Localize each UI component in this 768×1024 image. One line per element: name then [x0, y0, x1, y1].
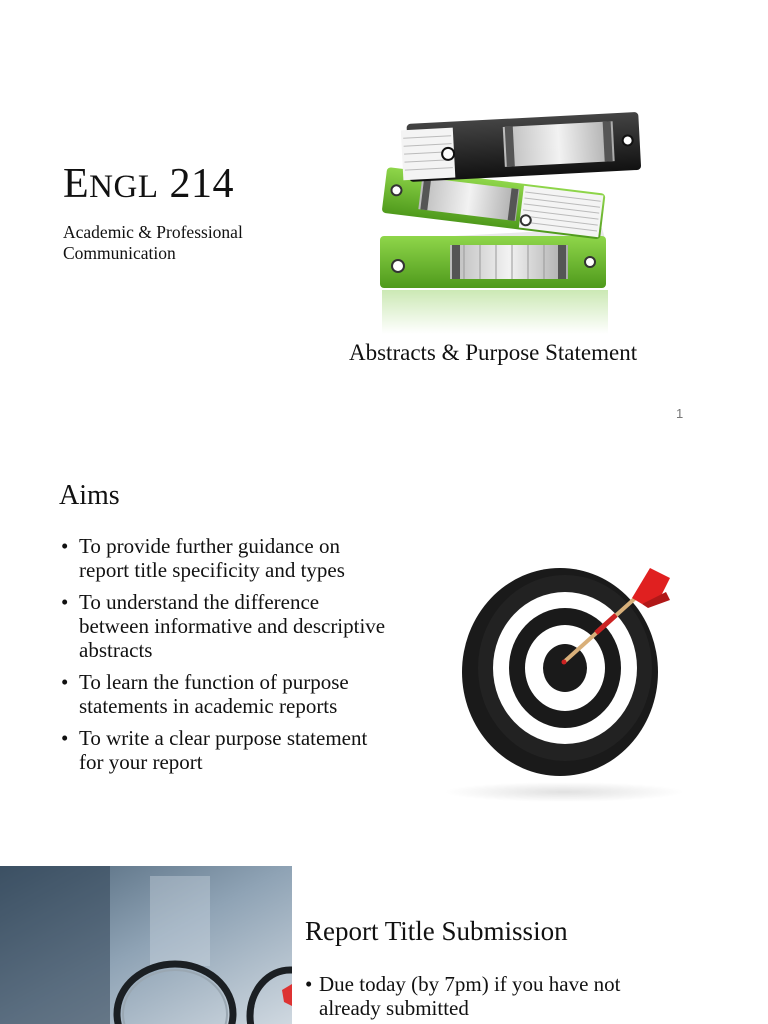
title-slide	[0, 0, 768, 440]
list-item	[59, 534, 419, 582]
dartboard-shadow	[444, 782, 684, 802]
bullet-icon: •	[61, 670, 69, 694]
course-title	[63, 160, 234, 208]
list-item	[59, 726, 419, 774]
list-item	[305, 972, 725, 1020]
binders-image	[372, 110, 656, 336]
course-title-number: 214	[158, 161, 234, 207]
list-item-line: To learn the function of purpose	[79, 670, 349, 694]
list-item-line: To write a clear purpose statement	[79, 726, 368, 750]
report-title-slide	[0, 866, 768, 1024]
list-item-line: To provide further guidance on	[79, 534, 340, 558]
list-item-line: for your report	[79, 750, 203, 774]
aims-heading: Aims	[59, 480, 120, 511]
binder-bottom	[380, 228, 606, 288]
dartboard	[462, 568, 658, 776]
bullet-icon: •	[61, 590, 69, 614]
list-item-line: already submitted	[319, 996, 469, 1020]
aims-slide	[0, 440, 768, 860]
course-subtitle	[63, 222, 303, 264]
list-item-line: abstracts	[79, 638, 153, 662]
page-number: 1	[676, 406, 684, 421]
list-item	[59, 590, 419, 662]
bullet-icon: •	[61, 726, 69, 750]
list-item-line: To understand the difference	[79, 590, 320, 614]
list-item	[59, 670, 419, 718]
course-title-rest: NGL	[89, 169, 159, 205]
course-title-initial: E	[63, 161, 90, 207]
report-title-heading: Report Title Submission	[305, 916, 568, 946]
list-item-line: report title specificity and types	[79, 558, 345, 582]
list-item-line: Due today (by 7pm) if you have not	[319, 972, 621, 996]
binders-reflection	[382, 290, 608, 334]
subtitle-line-1: Academic & Professional	[63, 222, 243, 242]
subtitle-line-2: Communication	[63, 243, 176, 263]
bullet-icon: •	[305, 972, 313, 996]
list-item-line: between informative and descriptive	[79, 614, 386, 638]
report-title-list	[305, 972, 725, 1020]
glasses-photo	[0, 866, 292, 1024]
aims-list	[59, 534, 419, 782]
binder-top	[400, 112, 641, 182]
list-item-line: statements in academic reports	[79, 694, 338, 718]
slide-topic: Abstracts & Purpose Statement	[349, 340, 638, 365]
dartboard-image	[436, 548, 692, 804]
bullet-icon: •	[61, 534, 69, 558]
